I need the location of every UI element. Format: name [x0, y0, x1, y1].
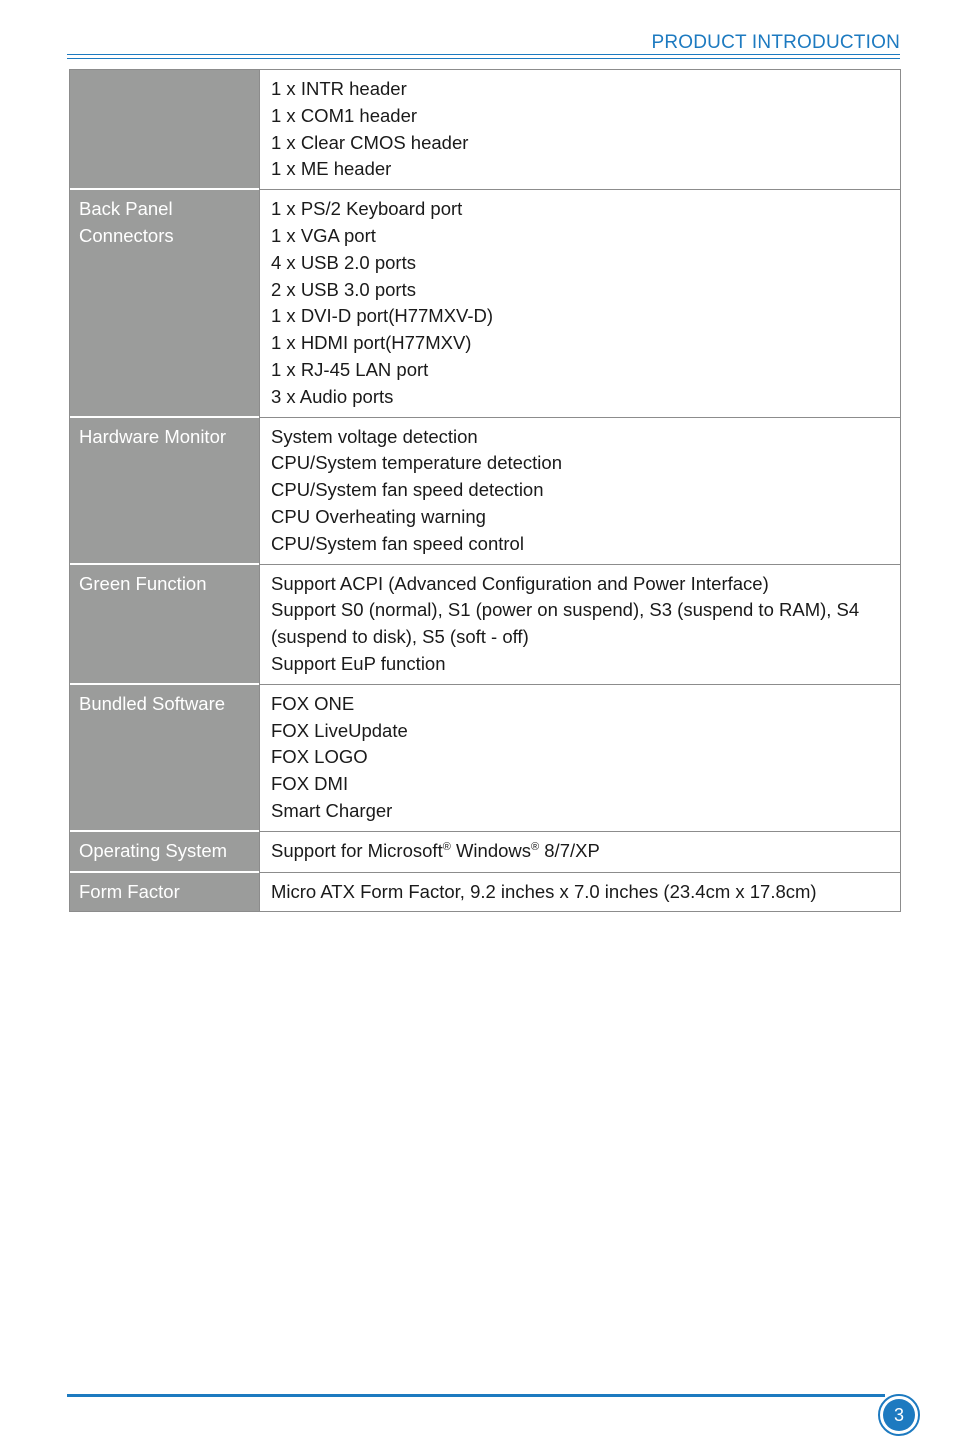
spec-value: Support S0 (normal), S1 (power on suspend), S3 (suspend to RAM), S4 (suspend to disk), S5 (soft - off)	[271, 599, 860, 648]
spec-value: 4 x USB 2.0 ports	[271, 251, 416, 273]
spec-value: FOX LiveUpdate	[271, 719, 408, 741]
section-title: PRODUCT INTRODUCTION	[651, 32, 900, 53]
spec-label: Hardware Monitor	[70, 418, 259, 565]
spec-values	[259, 70, 900, 190]
spec-table-wrapper	[69, 69, 901, 912]
spec-row-bundled-software	[70, 685, 900, 832]
spec-label	[70, 70, 259, 190]
spec-value: 1 x PS/2 Keyboard port	[271, 198, 463, 220]
spec-table	[69, 69, 901, 912]
spec-value: 1 x INTR header	[271, 78, 407, 99]
spec-value: Support ACPI (Advanced Configuration and Power Interface)	[271, 572, 769, 594]
spec-label: Bundled Software	[70, 685, 259, 832]
spec-value: System voltage detection	[271, 425, 478, 447]
spec-row-back-panel	[70, 190, 900, 417]
header-rule	[67, 54, 900, 59]
spec-label: Operating System	[70, 832, 259, 873]
spec-row-hardware-monitor	[70, 418, 900, 565]
page-number-badge	[878, 1394, 920, 1436]
spec-value: Micro ATX Form Factor, 9.2 inches x 7.0 inches (23.4cm x 17.8cm)	[271, 880, 817, 902]
spec-row-form-factor	[70, 873, 900, 912]
spec-value: FOX LOGO	[271, 746, 368, 768]
spec-values	[259, 418, 900, 565]
page-number: 3	[883, 1399, 915, 1431]
os-suffix: 8/7/XP	[539, 839, 600, 861]
spec-value: CPU/System fan speed control	[271, 532, 524, 554]
spec-values	[259, 873, 900, 912]
spec-value: Support EuP function	[271, 652, 446, 674]
spec-value: 1 x ME header	[271, 158, 392, 180]
spec-row-operating-system	[70, 832, 900, 873]
spec-label: Back Panel Connectors	[70, 190, 259, 417]
spec-values	[259, 190, 900, 417]
registered-mark: ®	[531, 840, 540, 853]
spec-value: FOX DMI	[271, 773, 349, 795]
spec-value: 1 x DVI-D port(H77MXV-D)	[271, 305, 494, 327]
spec-values	[259, 685, 900, 832]
spec-value	[271, 838, 888, 865]
spec-value: 1 x COM1 header	[271, 104, 418, 126]
spec-value: FOX ONE	[271, 692, 355, 714]
spec-value: 1 x RJ-45 LAN port	[271, 358, 429, 380]
spec-value: 1 x Clear CMOS header	[271, 131, 469, 153]
footer-rule	[67, 1394, 885, 1397]
spec-row-green-function	[70, 565, 900, 685]
spec-value: 3 x Audio ports	[271, 385, 394, 407]
spec-value: Smart Charger	[271, 799, 393, 821]
spec-value: 1 x VGA port	[271, 224, 376, 246]
os-mid: Windows	[450, 839, 532, 861]
spec-value: 2 x USB 3.0 ports	[271, 278, 416, 300]
spec-label: Green Function	[70, 565, 259, 685]
spec-value: 1 x HDMI port(H77MXV)	[271, 332, 472, 354]
spec-value: CPU/System fan speed detection	[271, 479, 544, 501]
os-prefix: Support for Microsoft	[271, 839, 443, 861]
spec-values	[259, 832, 900, 873]
spec-row-headers	[70, 70, 900, 190]
spec-value: CPU Overheating warning	[271, 505, 486, 527]
spec-values	[259, 565, 900, 685]
spec-value: CPU/System temperature detection	[271, 452, 562, 474]
spec-label: Form Factor	[70, 873, 259, 912]
registered-mark: ®	[442, 840, 451, 853]
